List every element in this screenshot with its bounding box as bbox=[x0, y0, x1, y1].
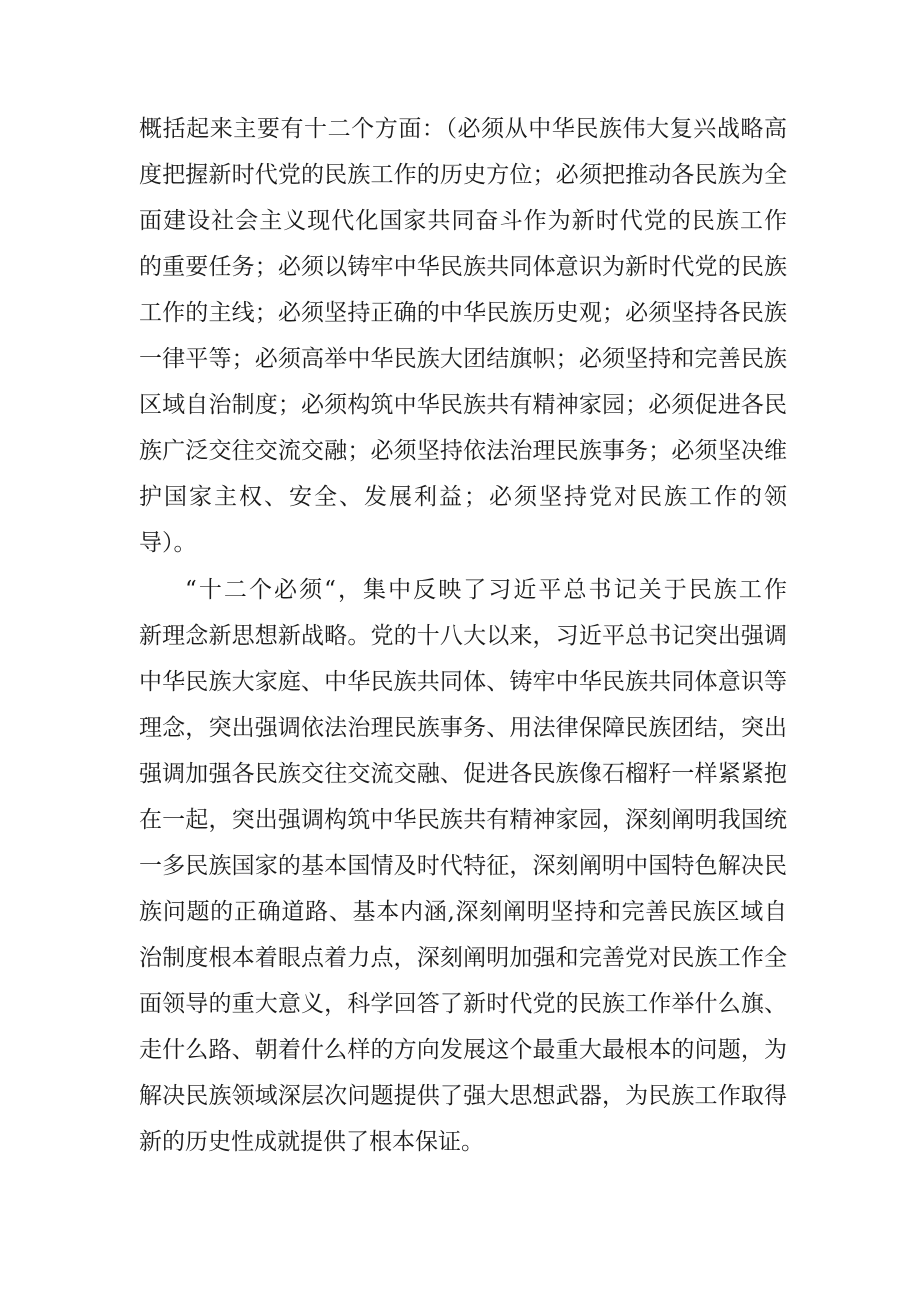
text-line: 治制度根本着眼点着力点，深刻阐明加强和完善党对民族工作全 bbox=[139, 945, 787, 971]
text-line: 族广泛交往交流交融；必须坚持依法治理民族事务；必须坚决维 bbox=[139, 438, 787, 464]
text-line: 工作的主线；必须坚持正确的中华民族历史观；必须坚持各民族 bbox=[139, 300, 787, 326]
text-line: 面建设社会主义现代化国家共同奋斗作为新时代党的民族工作 bbox=[139, 208, 787, 234]
text-line: 区域自治制度；必须构筑中华民族共有精神家园；必须促进各民 bbox=[139, 392, 787, 418]
text-line: 解决民族领域深层次问题提供了强大思想武器，为民族工作取得 bbox=[139, 1083, 787, 1109]
text-line: 在一起，突出强调构筑中华民族共有精神家园，深刻阐明我国统 bbox=[139, 807, 787, 833]
text-line: 的重要任务；必须以铸牢中华民族共同体意识为新时代党的民族 bbox=[139, 254, 787, 280]
text-line: 新理念新思想新战略。党的十八大以来，习近平总书记突出强调 bbox=[139, 623, 787, 649]
text-line: “十二个必须“，集中反映了习近平总书记关于民族工作 bbox=[185, 577, 787, 603]
text-line: 走什么路、朝着什么样的方向发展这个最重大最根本的问题，为 bbox=[139, 1037, 787, 1063]
text-line: 护国家主权、安全、发展利益；必须坚持党对民族工作的领 bbox=[139, 484, 787, 510]
text-line: 导）。 bbox=[139, 530, 197, 556]
text-line: 族问题的正确道路、基本内涵,深刻阐明坚持和完善民族区域自 bbox=[139, 899, 787, 925]
text-line: 一律平等；必须高举中华民族大团结旗帜；必须坚持和完善民族 bbox=[139, 346, 787, 372]
text-line: 概括起来主要有十二个方面：（必须从中华民族伟大复兴战略高 bbox=[139, 116, 787, 142]
text-line: 强调加强各民族交往交流交融、促进各民族像石榴籽一样紧紧抱 bbox=[139, 761, 787, 787]
text-line: 面领导的重大意义，科学回答了新时代党的民族工作举什么旗、 bbox=[139, 991, 787, 1017]
text-line: 一多民族国家的基本国情及时代特征，深刻阐明中国特色解决民 bbox=[139, 853, 787, 879]
text-line: 理念，突出强调依法治理民族事务、用法律保障民族团结，突出 bbox=[139, 715, 787, 741]
text-line: 中华民族大家庭、中华民族共同体、铸牢中华民族共同体意识等 bbox=[139, 669, 787, 695]
text-line: 新的历史性成就提供了根本保证。 bbox=[139, 1129, 484, 1155]
text-line: 度把握新时代党的民族工作的历史方位；必须把推动各民族为全 bbox=[139, 162, 787, 188]
